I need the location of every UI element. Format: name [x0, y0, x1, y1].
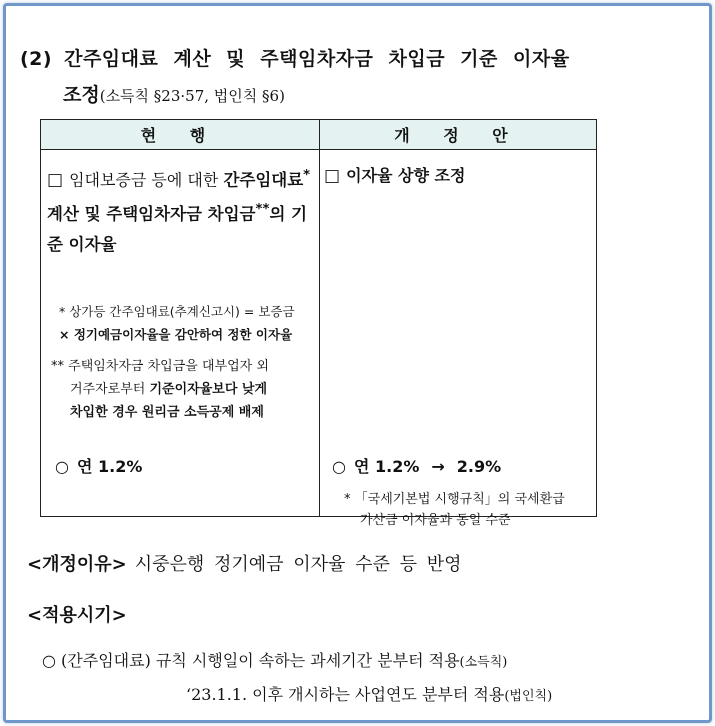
footnote-1: * 상가등 간주임대료(추계신고시) = 보증금 × 정기예금이자율을 감안하여 정한 이자율 — [59, 304, 295, 342]
revised-rate: ○ 연 1.2% → 2.9% — [332, 457, 502, 476]
section-heading-line2 — [63, 80, 285, 107]
application-line-2: ‘23.1.1. 이후 개시하는 사업연도 분부터 적용(법인칙) — [186, 685, 553, 704]
reason-label: <개정이유> — [27, 554, 127, 575]
checkbox-icon: □ — [324, 166, 341, 186]
application-label: <적용시기> — [27, 605, 127, 626]
bullet-icon: ○ — [55, 457, 69, 476]
section-number: (2) — [20, 48, 53, 70]
current-item: □ 임대보증금 등에 대한 간주임대료* 계산 및 주택임차자금 차입금**의 기준 이자율 — [47, 168, 311, 254]
revised-item: □ 이자율 상향 조정 — [324, 166, 466, 186]
imputed-rent-term: 간주임대료 — [223, 170, 304, 190]
current-cell — [41, 150, 320, 517]
header-current: 현 행 — [41, 120, 320, 150]
current-rate: ○ 연 1.2% — [55, 457, 143, 476]
arrow-right-icon: → — [431, 457, 445, 476]
section-title-cont: 조정 — [63, 84, 100, 106]
section-title: 간주임대료 계산 및 주택임차자금 차입금 기준 이자율 — [64, 48, 570, 70]
bullet-icon: ○ — [332, 457, 346, 476]
checkbox-icon: □ — [47, 170, 64, 191]
reason-text: 시중은행 정기예금 이자율 수준 등 반영 — [134, 554, 462, 575]
application-line-1: ○ (간주임대료) 규칙 시행일이 속하는 과세기간 분부터 적용(소득칙) — [42, 651, 508, 670]
footnote-2: ** 주택임차자금 차입금을 대부업자 외 거주자로부터 기준이자율보다 낮게 차입한 경우 원리금 소득공제 배제 — [51, 359, 269, 420]
header-revised: 개 정 안 — [320, 120, 597, 150]
comparison-table — [40, 119, 597, 528]
section-heading — [20, 44, 570, 71]
revision-reason — [27, 550, 462, 576]
revised-footnote: * 「국세기본법 시행규칙」의 국세환급 가산금 이자율과 동일 수준 — [344, 492, 565, 528]
revised-cell — [320, 150, 597, 528]
section-reference: (소득칙 §23·57, 법인칙 §6) — [99, 87, 285, 105]
